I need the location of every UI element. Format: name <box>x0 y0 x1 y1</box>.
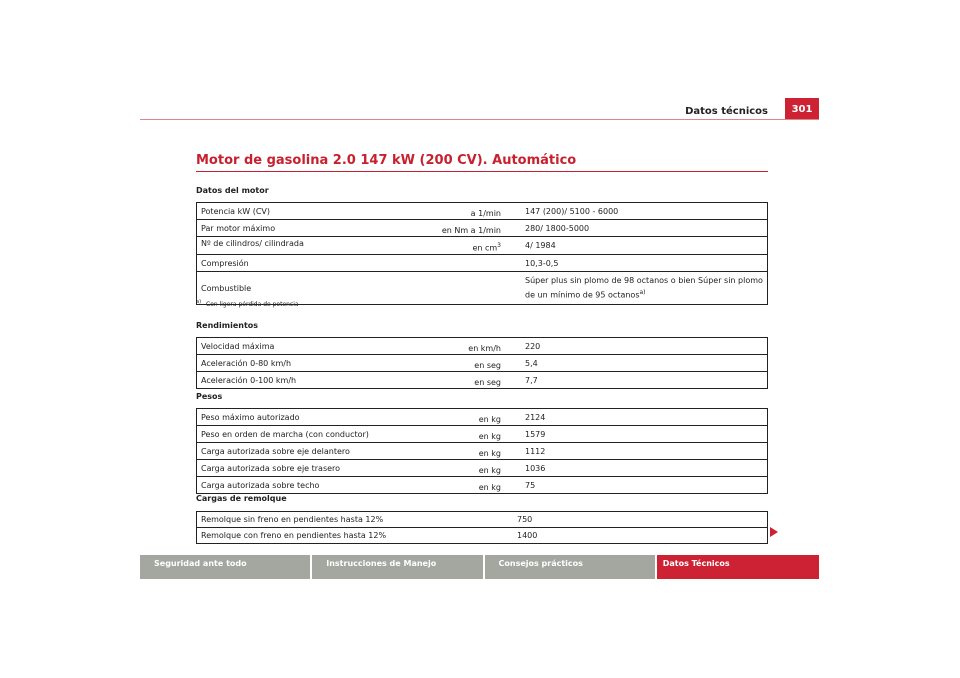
table-row <box>197 355 768 372</box>
row-label: Peso máximo autorizado <box>197 409 400 426</box>
row-unit: en kg <box>399 426 505 443</box>
table-row <box>197 203 768 220</box>
row-value: 1400 <box>513 528 768 544</box>
row-unit <box>399 255 505 272</box>
row-label: Nº de cilindros/ cilindrada <box>197 237 400 255</box>
row-unit: en seg <box>399 355 505 372</box>
row-label: Par motor máximo <box>197 220 400 237</box>
table-row <box>197 528 768 544</box>
footer-nav <box>140 555 819 579</box>
row-value <box>521 272 768 305</box>
table-row <box>197 220 768 237</box>
row-unit: en kg <box>399 443 505 460</box>
row-label: Remolque con freno en pendientes hasta 12% <box>197 528 498 544</box>
row-value: 5,4 <box>521 355 768 372</box>
row-unit-text: en cm <box>472 244 498 253</box>
row-unit <box>399 272 505 305</box>
row-label: Carga autorizada sobre techo <box>197 477 400 494</box>
page-title: Motor de gasolina 2.0 147 kW (200 CV). Automático <box>196 153 577 168</box>
row-value: 1112 <box>521 443 768 460</box>
section-heading-motor: Datos del motor <box>196 186 269 195</box>
row-label: Carga autorizada sobre eje trasero <box>197 460 400 477</box>
section-heading-pesos: Pesos <box>196 392 223 401</box>
header-divider <box>140 119 819 120</box>
row-value: 147 (200)/ 5100 - 6000 <box>521 203 768 220</box>
nav-tab-datos-tecnicos[interactable]: Datos Técnicos <box>657 555 819 579</box>
section-heading-remolque: Cargas de remolque <box>196 494 287 503</box>
row-label: Remolque sin freno en pendientes hasta 12% <box>197 512 498 528</box>
row-value: 7,7 <box>521 372 768 389</box>
row-label: Combustible <box>197 272 400 305</box>
row-unit: en kg <box>399 477 505 494</box>
title-divider <box>196 171 768 172</box>
row-unit: en km/h <box>399 338 505 355</box>
rendimientos-table <box>196 337 768 389</box>
row-label: Aceleración 0-100 km/h <box>197 372 400 389</box>
section-heading-rendimientos: Rendimientos <box>196 321 259 330</box>
remolque-table <box>196 511 768 544</box>
footnote <box>196 299 299 308</box>
row-unit: en seg <box>399 372 505 389</box>
table-row <box>197 338 768 355</box>
nav-tab-seguridad[interactable]: Seguridad ante todo <box>140 555 310 579</box>
nav-tab-consejos[interactable]: Consejos prácticos <box>485 555 655 579</box>
footnote-text: Con ligera pérdida de potencia <box>206 301 299 308</box>
footnote-mark: a) <box>196 299 202 305</box>
row-unit: en kg <box>399 409 505 426</box>
row-unit: en Nm a 1/min <box>399 220 505 237</box>
row-label: Carga autorizada sobre eje delantero <box>197 443 400 460</box>
row-label: Aceleración 0-80 km/h <box>197 355 400 372</box>
row-value-text: Súper plus sin plomo de 98 octanos o bien Súper sin plomo de un mínimo de 95 octanos <box>525 275 763 300</box>
table-row <box>197 409 768 426</box>
row-label: Peso en orden de marcha (con conductor) <box>197 426 400 443</box>
nav-tab-instrucciones[interactable]: Instrucciones de Manejo <box>312 555 482 579</box>
table-row <box>197 255 768 272</box>
table-row <box>197 237 768 255</box>
table-row <box>197 477 768 494</box>
row-unit-sup: 3 <box>497 242 501 250</box>
row-unit: en kg <box>399 460 505 477</box>
table-row <box>197 372 768 389</box>
table-row <box>197 443 768 460</box>
header-title: Datos técnicos <box>685 106 768 117</box>
row-value: 75 <box>521 477 768 494</box>
table-row <box>197 512 768 528</box>
row-value: 220 <box>521 338 768 355</box>
row-value: 2124 <box>521 409 768 426</box>
table-row <box>197 426 768 443</box>
row-value: 1579 <box>521 426 768 443</box>
next-page-arrow-icon[interactable] <box>770 527 778 537</box>
row-value: 1036 <box>521 460 768 477</box>
row-value: 280/ 1800-5000 <box>521 220 768 237</box>
page-number: 301 <box>785 98 819 120</box>
table-row <box>197 460 768 477</box>
motor-table <box>196 202 768 305</box>
row-label: Velocidad máxima <box>197 338 400 355</box>
row-value: 10,3-0,5 <box>521 255 768 272</box>
row-unit: a 1/min <box>399 203 505 220</box>
row-unit <box>399 237 505 255</box>
row-label: Compresión <box>197 255 400 272</box>
pesos-table <box>196 408 768 494</box>
row-label: Potencia kW (CV) <box>197 203 400 220</box>
footnote-ref: a) <box>639 288 646 296</box>
row-value: 4/ 1984 <box>521 237 768 255</box>
row-value: 750 <box>513 512 768 528</box>
